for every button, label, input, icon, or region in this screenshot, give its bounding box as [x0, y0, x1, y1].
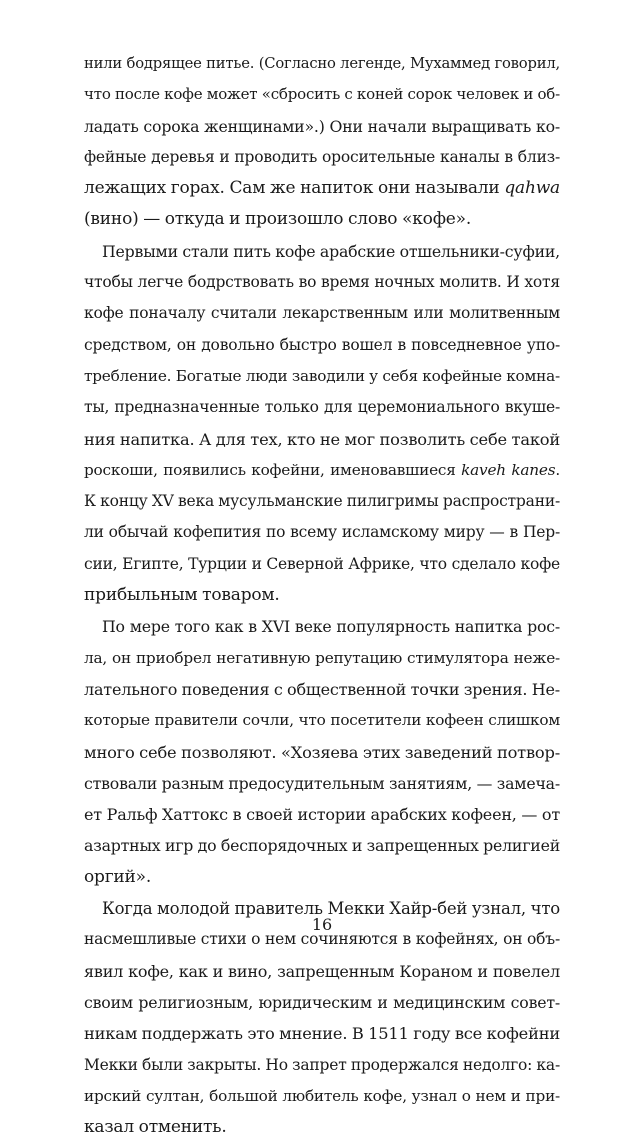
- text-line: которые правители сочли, что посетители кофеен слишком: [84, 711, 560, 730]
- text-line: К концу XV века мусульманские пилигримы распространи-: [84, 492, 560, 511]
- text-line: лежащих горах. Сам же напиток они называли qahwa: [84, 178, 560, 199]
- text-line: роскоши, появились кофейни, именовавшиеся kaveh kanes.: [84, 460, 560, 479]
- text-line: ты, предназначенные только для церемониального вкуше-: [84, 398, 560, 417]
- text-line: казал отменить.: [84, 1117, 227, 1138]
- text-line: своим религиозным, юридическим и медицинским совет-: [84, 992, 560, 1012]
- text-line: чтобы легче бодрствовать во время ночных молитв. И хотя: [84, 273, 560, 292]
- text-line: сии, Египте, Турции и Северной Африке, что сделало кофе: [84, 554, 560, 573]
- text-line: лательного поведения с общественной точки зрения. Не-: [84, 679, 560, 699]
- text-line: много себе позволяют. «Хозяева этих заведений потвор-: [84, 742, 560, 762]
- text-line: Когда молодой правитель Мекки Хайр-бей узнал, что: [102, 899, 560, 919]
- text-line: оргий».: [84, 866, 152, 887]
- text-line: насмешливые стихи о нем сочиняются в кофейнях, он объ-: [84, 930, 560, 949]
- text-line: азартных игр до беспорядочных и запрещенных религией: [84, 836, 560, 856]
- text-line: требление. Богатые люди заводили у себя кофейные комна-: [84, 366, 560, 385]
- text-line: прибыльным товаром.: [84, 585, 280, 606]
- text-line: Мекки были закрыты. Но запрет продержался недолго: ка-: [84, 1055, 560, 1074]
- text-line: ствовали разным предосудительным занятиям, — замеча-: [84, 773, 560, 793]
- text-line: По мере того как в XVI веке популярность напитка рос-: [102, 617, 560, 637]
- text-line: ла, он приобрел негативную репутацию стимулятора неже-: [84, 648, 560, 667]
- text-line: никам поддержать это мнение. В 1511 году все кофейни: [84, 1024, 560, 1044]
- text-line: фейные деревья и проводить оросительные каналы в близ-: [84, 147, 560, 166]
- text-line: кофе поначалу считали лекарственным или молитвенным: [84, 304, 560, 323]
- text-line: ирский султан, большой любитель кофе, узнал о нем и при-: [84, 1086, 560, 1105]
- body-text: [84, 48, 560, 1143]
- text-line: ли обычай кофепития по всему исламскому миру — в Пер-: [84, 523, 560, 542]
- text-line: Первыми стали пить кофе арабские отшельники-суфии,: [102, 241, 560, 261]
- text-line: ния напитка. А для тех, кто не мог позволить себе такой: [84, 429, 560, 449]
- text-line: ладать сорока женщинами».) Они начали выращивать ко-: [84, 116, 560, 136]
- text-line: ет Ральф Хаттокс в своей истории арабских кофеен, — от: [84, 805, 560, 825]
- text-line: явил кофе, как и вино, запрещенным Кораном и повелел: [84, 961, 560, 981]
- text-line: (вино) — откуда и произошло слово «кофе».: [84, 209, 472, 230]
- text-line: нили бодрящее питье. (Согласно легенде, Мухаммед говорил,: [84, 55, 560, 72]
- page-number: 16: [311, 915, 333, 934]
- text-line: что после кофе может «сбросить с коней сорок человек и об-: [84, 85, 560, 104]
- text-line: средством, он довольно быстро вошел в повседневное упо-: [84, 335, 560, 354]
